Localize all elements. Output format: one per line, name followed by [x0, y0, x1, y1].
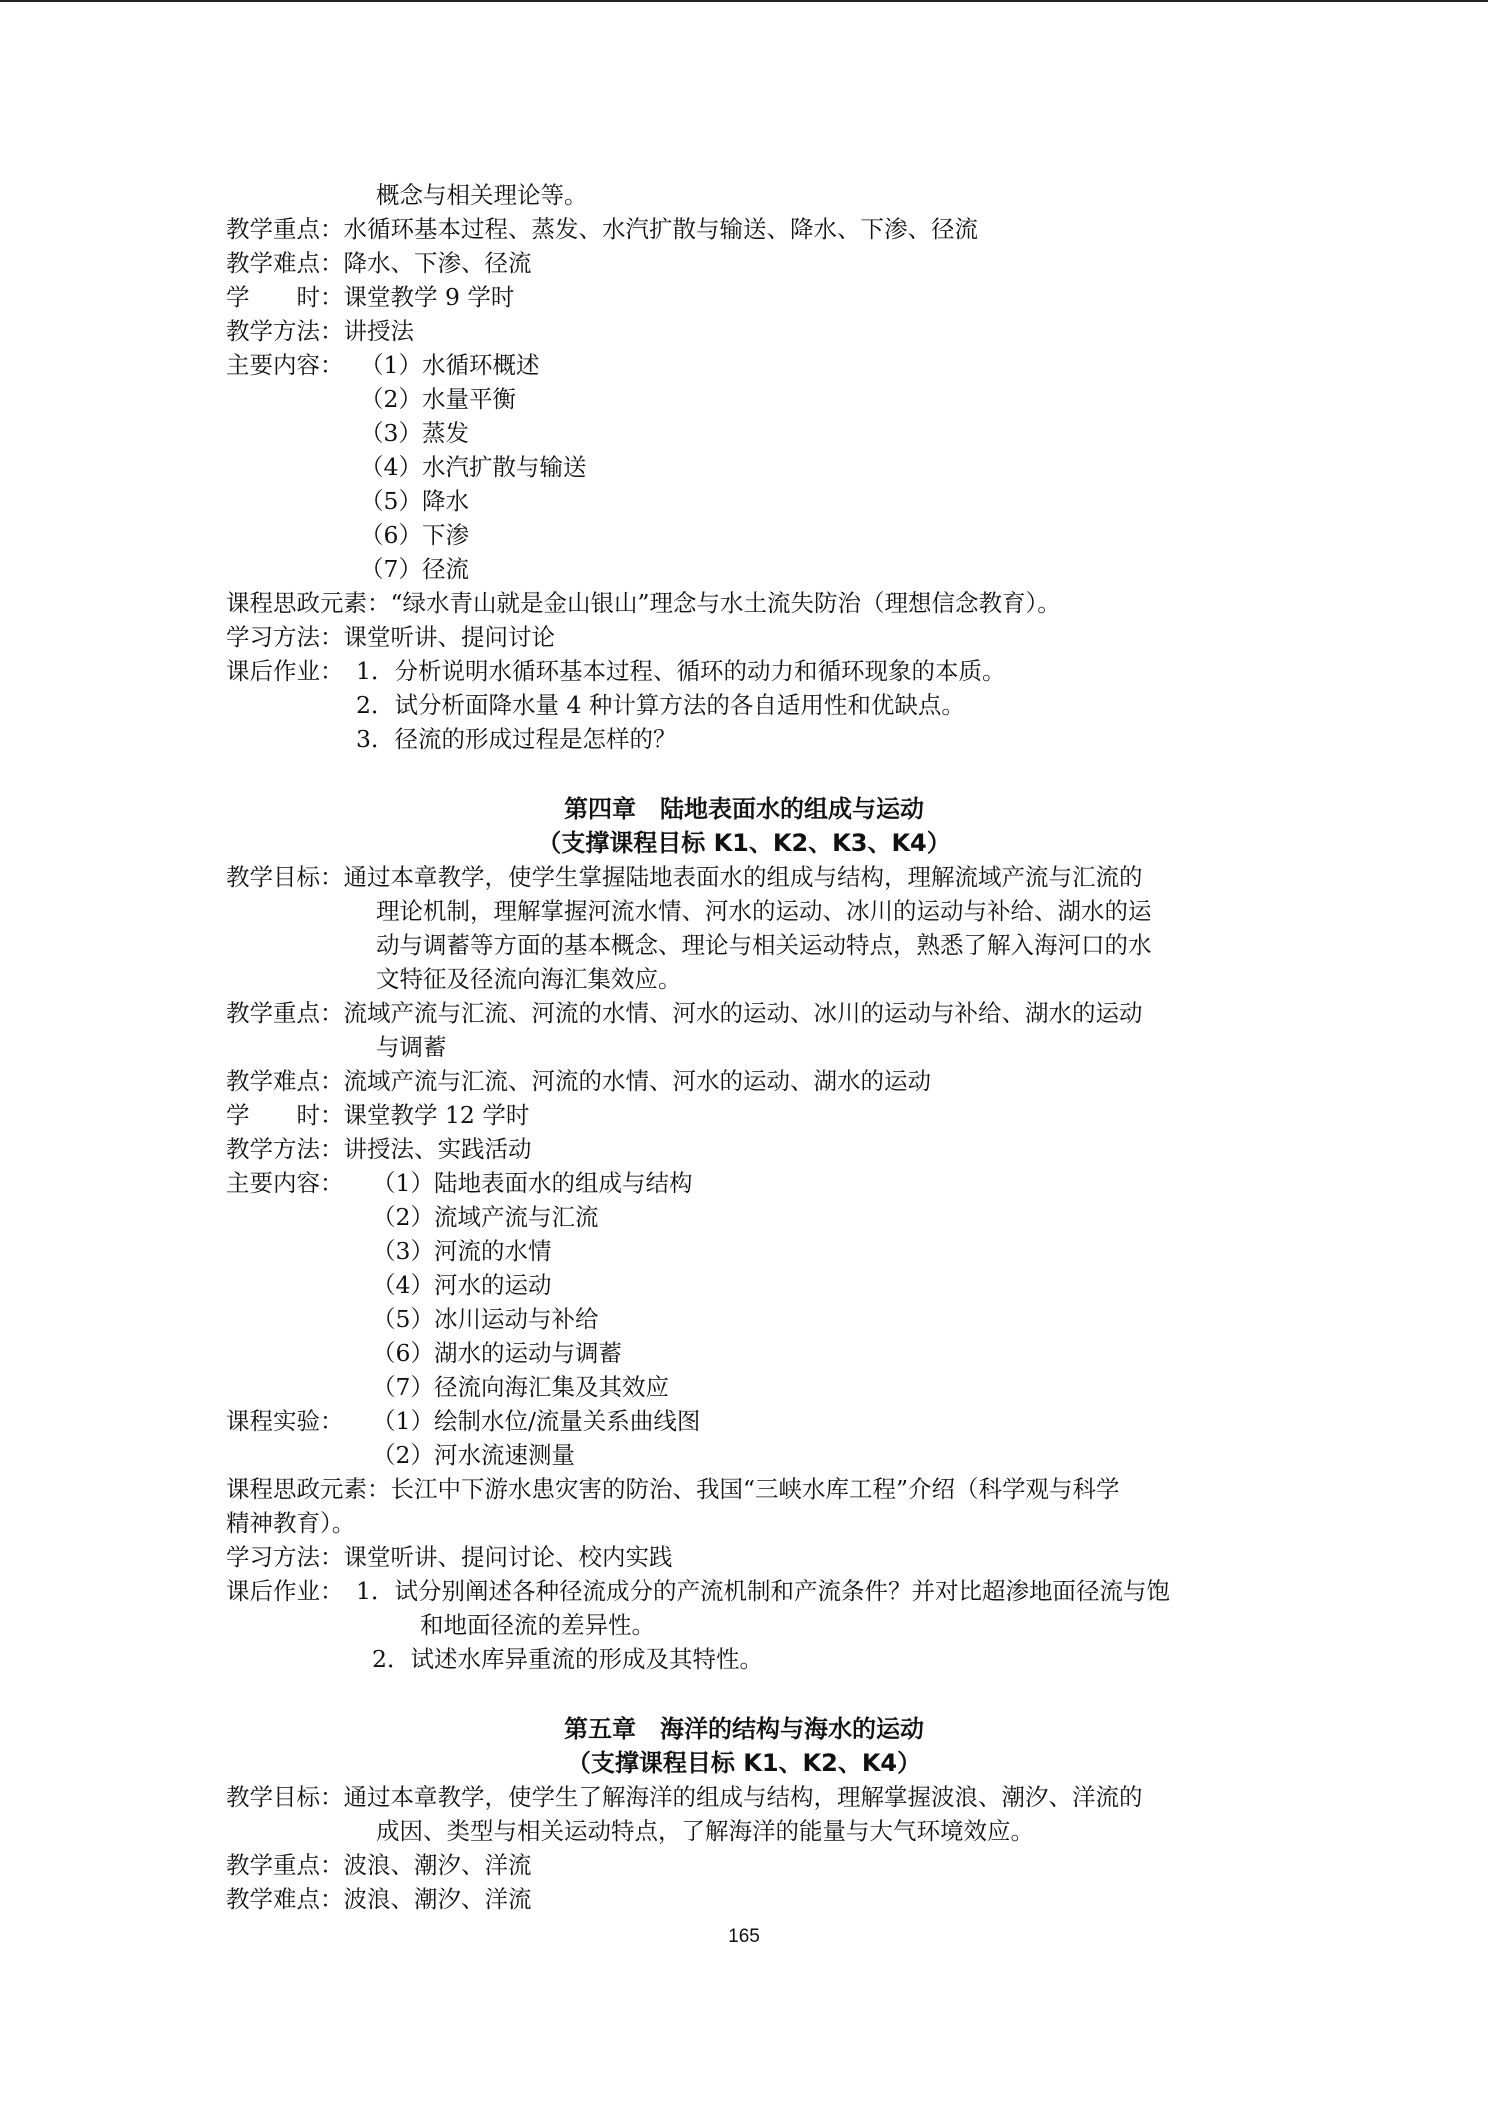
ch4-content-item: （1）陆地表面水的组成与结构: [372, 1169, 693, 1197]
ch4-content-item: （7）径流向海汇集及其效应: [372, 1373, 669, 1401]
content-item: （1）水循环概述: [360, 351, 540, 379]
ch4-ideology-element: 精神教育）。: [226, 1509, 356, 1537]
homework-item: 1．分析说明水循环基本过程、循环的动力和循环现象的本质。: [356, 657, 1006, 685]
content-item: （5）降水: [360, 487, 469, 515]
ch4-objective: 教学目标：通过本章教学，使学生掌握陆地表面水的组成与结构，理解流域产流与汇流的: [226, 863, 1143, 891]
ch4-study-method: 学习方法：课堂听讲、提问讨论、校内实践: [226, 1543, 673, 1571]
ch4-content-item: （4）河水的运动: [372, 1271, 552, 1299]
ch4-content-item: （6）湖水的运动与调蓄: [372, 1339, 622, 1367]
ch4-teaching-method: 教学方法：讲授法、实践活动: [226, 1135, 532, 1163]
teaching-method: 教学方法：讲授法: [226, 317, 414, 345]
ch4-content-label: 主要内容：: [226, 1169, 344, 1197]
ch4-content-item: （3）河流的水情: [372, 1237, 552, 1265]
ch4-objective: 动与调蓄等方面的基本概念、理论与相关运动特点，熟悉了解入海河口的水: [376, 931, 1152, 959]
content-item: （7）径流: [360, 555, 469, 583]
content-label: 主要内容：: [226, 351, 344, 379]
homework-label: 课后作业：: [226, 657, 344, 685]
ch4-difficulties: 教学难点：流域产流与汇流、河流的水情、河水的运动、湖水的运动: [226, 1067, 931, 1095]
difficulties: 教学难点：降水、下渗、径流: [226, 249, 532, 277]
content-item: （3）蒸发: [360, 419, 469, 447]
chapter5-subtitle: （支撑课程目标 K1、K2、K4）: [566, 1749, 922, 1777]
content-item: （6）下渗: [360, 521, 469, 549]
ch5-objective: 成因、类型与相关运动特点，了解海洋的能量与大气环境效应。: [376, 1817, 1034, 1845]
ch4-experiment-label: 课程实验：: [226, 1407, 344, 1435]
study-method: 学习方法：课堂听讲、提问讨论: [226, 623, 555, 651]
ch4-objective: 文特征及径流向海汇集效应。: [376, 965, 682, 993]
homework-item: 3．径流的形成过程是怎样的？: [356, 725, 677, 753]
objective-continuation: 概念与相关理论等。: [376, 181, 588, 209]
ch4-ideology-element: 课程思政元素：长江中下游水患灾害的防治、我国“三峡水库工程”介绍（科学观与科学: [226, 1475, 1120, 1503]
ch4-key-points: 与调蓄: [376, 1033, 447, 1061]
ch5-difficulties: 教学难点：波浪、潮汐、洋流: [226, 1885, 532, 1913]
content-item: （4）水汽扩散与输送: [360, 453, 587, 481]
key-points: 教学重点：水循环基本过程、蒸发、水汽扩散与输送、降水、下渗、径流: [226, 215, 978, 243]
ch4-homework-item: 2．试述水库异重流的形成及其特性。: [372, 1645, 763, 1673]
ch4-objective: 理论机制，理解掌握河流水情、河水的运动、冰川的运动与补给、湖水的运: [376, 897, 1152, 925]
content-item: （2）水量平衡: [360, 385, 516, 413]
ch4-experiment-item: （1）绘制水位/流量关系曲线图: [372, 1407, 701, 1435]
ch4-class-hours: 学 时：课堂教学 12 学时: [226, 1101, 530, 1129]
chapter4-title: 第四章 陆地表面水的组成与运动: [564, 795, 924, 823]
ideology-element: 课程思政元素：“绿水青山就是金山银山”理念与水土流失防治（理想信念教育）。: [226, 589, 1061, 617]
class-hours: 学 时：课堂教学 9 学时: [226, 283, 515, 311]
ch4-content-item: （5）冰川运动与补给: [372, 1305, 599, 1333]
ch4-experiment-item: （2）河水流速测量: [372, 1441, 575, 1469]
homework-item: 2．试分析面降水量 4 种计算方法的各自适用性和优缺点。: [356, 691, 965, 719]
page-number: 165: [728, 1926, 760, 1947]
ch4-homework-label: 课后作业：: [226, 1577, 344, 1605]
ch5-key-points: 教学重点：波浪、潮汐、洋流: [226, 1851, 532, 1879]
chapter4-subtitle: （支撑课程目标 K1、K2、K3、K4）: [537, 829, 951, 857]
ch5-objective: 教学目标：通过本章教学，使学生了解海洋的组成与结构，理解掌握波浪、潮汐、洋流的: [226, 1783, 1143, 1811]
ch4-key-points: 教学重点：流域产流与汇流、河流的水情、河水的运动、冰川的运动与补给、湖水的运动: [226, 999, 1143, 1027]
ch4-homework-item: 1．试分别阐述各种径流成分的产流机制和产流条件？并对比超渗地面径流与饱: [356, 1577, 1170, 1605]
ch4-content-item: （2）流域产流与汇流: [372, 1203, 599, 1231]
chapter5-title: 第五章 海洋的结构与海水的运动: [564, 1715, 924, 1743]
ch4-homework-item: 和地面径流的差异性。: [420, 1611, 655, 1639]
